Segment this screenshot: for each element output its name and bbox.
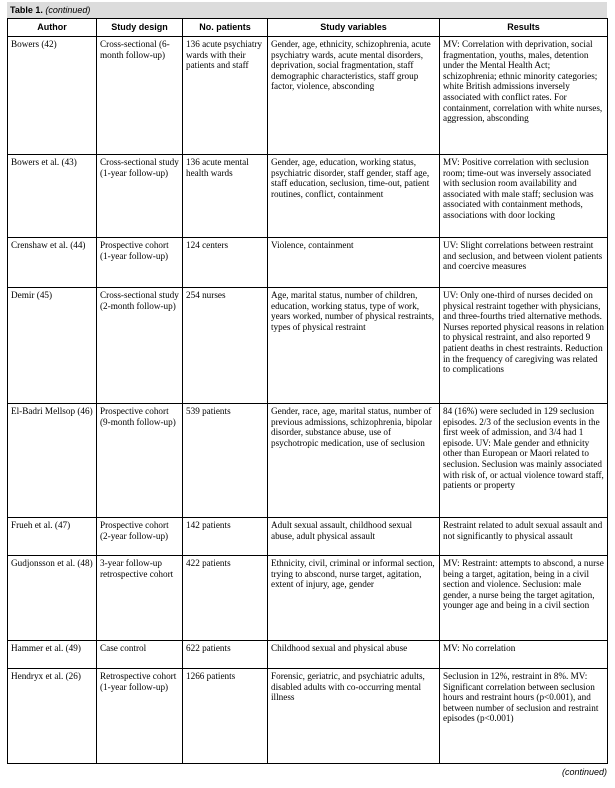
cell-author: Hendryx et al. (26) bbox=[8, 669, 97, 764]
cell-no-patients: 622 patients bbox=[183, 641, 268, 669]
cell-study-variables: Ethnicity, civil, criminal or informal section, trying to abscond, nurse target, agitation, extent of injury, age, gender bbox=[268, 556, 440, 641]
cell-results: Restraint related to adult sexual assault and not significantly to physical assault bbox=[440, 518, 608, 556]
cell-study-design: 3-year follow-up retrospective cohort bbox=[97, 556, 183, 641]
table-row bbox=[8, 404, 608, 518]
cell-author: Frueh et al. (47) bbox=[8, 518, 97, 556]
cell-results: 84 (16%) were secluded in 129 seclusion episodes. 2/3 of the seclusion events in the first week of admission, and 3/4 had 1 episode. UV: Male gender and ethnicity other than European or Maori related to seclusion. Seclusion was mainly associated with risk of, or actual violence toward staff, patients or property bbox=[440, 404, 608, 518]
column-header-author: Author bbox=[8, 19, 97, 37]
cell-no-patients: 124 centers bbox=[183, 238, 268, 288]
cell-study-design: Cross-sectional study (1-year follow-up) bbox=[97, 155, 183, 238]
cell-study-design: Case control bbox=[97, 641, 183, 669]
cell-author: Crenshaw et al. (44) bbox=[8, 238, 97, 288]
cell-study-variables: Childhood sexual and physical abuse bbox=[268, 641, 440, 669]
table-row bbox=[8, 155, 608, 238]
table-row bbox=[8, 37, 608, 155]
cell-study-design: Prospective cohort (9-month follow-up) bbox=[97, 404, 183, 518]
continued-footer: (continued) bbox=[561, 767, 607, 777]
cell-study-design: Retrospective cohort (1-year follow-up) bbox=[97, 669, 183, 764]
table-row bbox=[8, 556, 608, 641]
cell-no-patients: 422 patients bbox=[183, 556, 268, 641]
cell-author: Hammer et al. (49) bbox=[8, 641, 97, 669]
cell-author: Bowers (42) bbox=[8, 37, 97, 155]
cell-study-design: Prospective cohort (1-year follow-up) bbox=[97, 238, 183, 288]
table-caption bbox=[7, 2, 607, 18]
cell-no-patients: 254 nurses bbox=[183, 288, 268, 404]
table-row bbox=[8, 669, 608, 764]
cell-no-patients: 136 acute psychiatry wards with their patients and staff bbox=[183, 37, 268, 155]
header-row bbox=[8, 19, 608, 37]
table-row bbox=[8, 641, 608, 669]
cell-study-variables: Adult sexual assault, childhood sexual abuse, adult physical assault bbox=[268, 518, 440, 556]
cell-study-variables: Gender, race, age, marital status, number of previous admissions, schizophrenia, bipolar disorder, substance abuse, use of psychotropic medication, use of seclusion bbox=[268, 404, 440, 518]
cell-study-design: Prospective cohort (2-year follow-up) bbox=[97, 518, 183, 556]
cell-no-patients: 1266 patients bbox=[183, 669, 268, 764]
cell-study-variables: Violence, containment bbox=[268, 238, 440, 288]
data-table bbox=[7, 18, 608, 764]
cell-no-patients: 539 patients bbox=[183, 404, 268, 518]
cell-results: MV: Restraint: attempts to abscond, a nurse being a target, agitation, being in a civil section and violence. Seclusion: male gender, a nurse being the target agitation, younger age and being in a civil section bbox=[440, 556, 608, 641]
cell-study-variables: Gender, age, ethnicity, schizophrenia, acute psychiatry wards, acute mental disorders, deprivation, social fragmentation, staff demographic characteristics, staff group factor, violence, absconding bbox=[268, 37, 440, 155]
cell-no-patients: 136 acute mental health wards bbox=[183, 155, 268, 238]
cell-study-design: Cross-sectional (6-month follow-up) bbox=[97, 37, 183, 155]
table-row bbox=[8, 238, 608, 288]
cell-results: MV: Positive correlation with seclusion room; time-out was inversely associated with seclusion room availability and associated with male staff; seclusion was associated with containment methods, associations with door locking bbox=[440, 155, 608, 238]
column-header-results: Results bbox=[440, 19, 608, 37]
cell-results: UV: Only one-third of nurses decided on physical restraint together with physicians, and three-fourths tried alternative methods. Nurses reported physical reasons in relation to physical restraint, and also reported 9 patient deaths in chest restraints. Reduction in the frequency of caregiving was related to complications bbox=[440, 288, 608, 404]
table-row bbox=[8, 288, 608, 404]
cell-results: UV: Slight correlations between restraint and seclusion, and between violent patients and coercive measures bbox=[440, 238, 608, 288]
cell-study-variables: Forensic, geriatric, and psychiatric adults, disabled adults with co-occurring mental illness bbox=[268, 669, 440, 764]
column-header-study-variables: Study variables bbox=[268, 19, 440, 37]
cell-study-design: Cross-sectional study (2-month follow-up) bbox=[97, 288, 183, 404]
cell-author: Demir (45) bbox=[8, 288, 97, 404]
column-header-no-patients: No. patients bbox=[183, 19, 268, 37]
cell-author: Bowers et al. (43) bbox=[8, 155, 97, 238]
cell-study-variables: Gender, age, education, working status, psychiatric disorder, staff gender, staff age, staff education, seclusion, time-out, patient routines, conflict, containment bbox=[268, 155, 440, 238]
column-header-study-design: Study design bbox=[97, 19, 183, 37]
cell-study-variables: Age, marital status, number of children, education, working status, type of work, years worked, number of physical restraints, types of physical restraint bbox=[268, 288, 440, 404]
cell-results: Seclusion in 12%, restraint in 8%. MV: Significant correlation between seclusion hours and restraint hours (p<0.001), and between number of seclusion and restraint episodes (p<0.001) bbox=[440, 669, 608, 764]
cell-author: El-Badri Mellsop (46) bbox=[8, 404, 97, 518]
table-row bbox=[8, 518, 608, 556]
cell-author: Gudjonsson et al. (48) bbox=[8, 556, 97, 641]
table-label: Table 1. bbox=[10, 5, 43, 15]
table-continued-note: (continued) bbox=[45, 5, 91, 15]
cell-no-patients: 142 patients bbox=[183, 518, 268, 556]
cell-results: MV: No correlation bbox=[440, 641, 608, 669]
cell-results: MV: Correlation with deprivation, social fragmentation, youths, males, detention under the Mental Health Act; schizophrenia; ethnic minority categories; white British admissions inversely associated with conflict rates. For containment, correlation with white nurses, aggression, absconding bbox=[440, 37, 608, 155]
